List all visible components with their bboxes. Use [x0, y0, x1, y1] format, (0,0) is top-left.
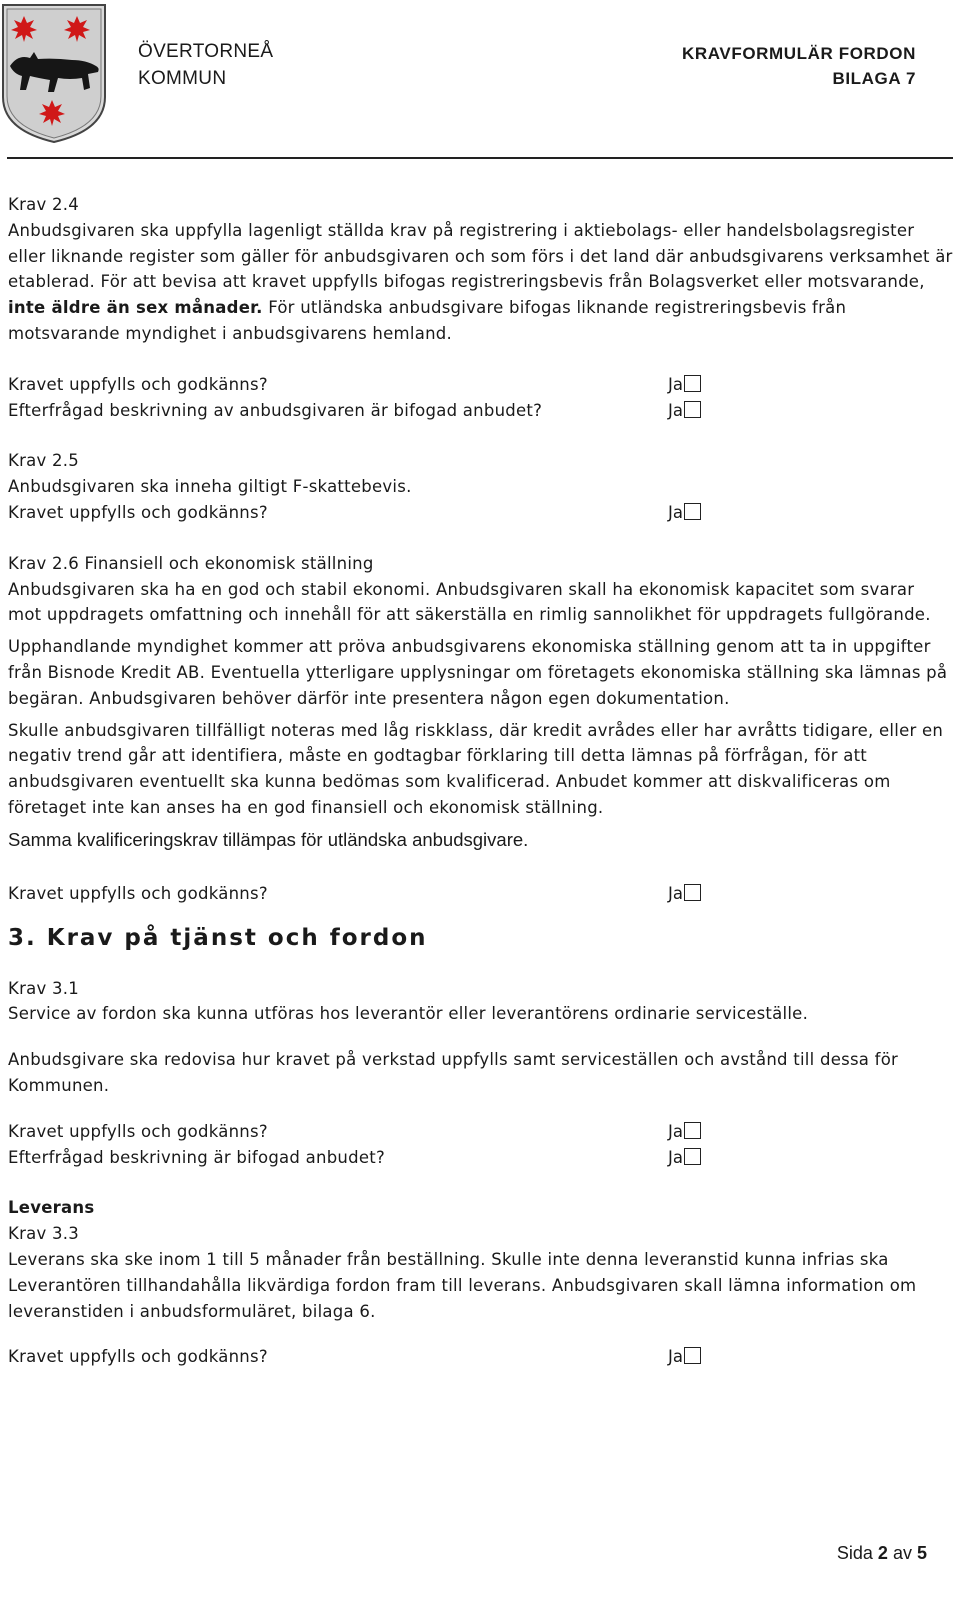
krav-2-5-question-1 [8, 500, 953, 526]
answer-option [668, 1344, 701, 1370]
answer-label: Ja [668, 374, 683, 394]
answer-checkbox[interactable] [684, 884, 701, 901]
krav-3-1-text-2: Anbudsgivare ska redovisa hur kravet på verkstad uppfylls samt serviceställen och avstånd till dessa för Kommunen. [8, 1050, 899, 1095]
answer-checkbox[interactable] [684, 1347, 701, 1364]
krav-2-6-paragraph-4: Samma kvalificeringskrav tillämpas för utländska anbudsgivare. [8, 828, 529, 850]
section-3-title: 3. Krav på tjänst och fordon [8, 924, 428, 951]
krav-2-6-heading: Krav 2.6 Finansiell och ekonomisk ställning [8, 553, 374, 573]
krav-3-1-heading: Krav 3.1 [8, 978, 79, 998]
krav-2-4-heading: Krav 2.4 [8, 195, 79, 214]
page-number-of: av [892, 1543, 912, 1563]
crest-icon [0, 2, 108, 144]
page-number-prefix: Sida [836, 1543, 873, 1563]
leverans-title: Leverans [8, 1198, 95, 1218]
krav-2-5-text: Anbudsgivaren ska inneha giltigt F-skattebevis. [8, 477, 412, 497]
krav-2-4-text [8, 218, 953, 347]
krav-3-1-text: Service av fordon ska kunna utföras hos leverantör eller leverantörens ordinarie serviceställe. [8, 1004, 809, 1024]
answer-label: Ja [668, 1147, 683, 1167]
answer-checkbox[interactable] [684, 401, 701, 418]
municipality-name [138, 38, 273, 92]
krav-3-3-heading: Krav 3.3 [8, 1224, 79, 1244]
answer-label: Ja [668, 883, 683, 903]
krav-2-4-question-1 [8, 372, 953, 398]
krav-3-1-question-1 [8, 1119, 953, 1145]
municipality-line2: KOMMUN [138, 68, 227, 89]
krav-2-6-paragraph-3: Skulle anbudsgivaren tillfälligt noteras med låg riskklass, där kredit avrådes eller har avråtts tidigare, eller en negativ trend går att identifiera, måste en godtagbar förklaring till detta lämnas på förfrågan, för att anbudsgivaren eventuellt ska kunna bedömas som kvalificerad. Anbudet kommer att diskvalificeras om företaget inte kan anses ha en god finansiell och ekonomisk ställning. [8, 720, 944, 817]
answer-option [668, 372, 701, 398]
page-number-current: 2 [877, 1543, 888, 1563]
krav-2-4-text-bold: inte äldre än sex månader. [8, 298, 263, 318]
answer-checkbox[interactable] [684, 1122, 701, 1139]
answer-option [668, 1119, 701, 1145]
document-title-main: KRAVFORMULÄR FORDON [682, 44, 916, 63]
page-number-total: 5 [916, 1543, 927, 1563]
answer-checkbox[interactable] [684, 375, 701, 392]
answer-option [668, 881, 701, 907]
page-header [0, 0, 960, 160]
page-number [837, 1543, 927, 1564]
krav-2-4-question-2 [8, 398, 953, 424]
question-label: Efterfrågad beskrivning av anbudsgivaren är bifogad anbudet? [8, 400, 543, 420]
question-label: Kravet uppfylls och godkänns? [8, 502, 268, 522]
krav-2-4-text-part1: Anbudsgivaren ska uppfylla lagenligt ställda krav på registrering i aktiebolags- eller handelsbolagsregister eller liknande register som gäller för anbudsgivaren och som förs i det land där anbudsgivarens verksamhet är etablerad. För att bevisa att kravet uppfylls bifogas registreringsbevis från Bolagsverket eller motsvarande, [8, 220, 953, 292]
answer-checkbox[interactable] [684, 503, 701, 520]
header-divider [7, 157, 953, 159]
krav-2-6-paragraph-2: Upphandlande myndighet kommer att pröva anbudsgivarens ekonomiska ställning genom att ta in uppgifter från Bisnode Kredit AB. Eventuella ytterligare upplysningar om företagets ekonomiska ställning ska lämnas på begäran. Anbudsgivaren behöver därför inte presentera någon egen dokumentation. [8, 637, 948, 708]
krav-2-4-text-part2: För utländska anbudsgivare bifogas liknande registreringsbevis från motsvarande myndighet i anbudsgivarens hemland. [8, 298, 847, 343]
question-label: Kravet uppfylls och godkänns? [8, 374, 268, 394]
krav-3-3-question-1 [8, 1344, 953, 1370]
question-label: Efterfrågad beskrivning är bifogad anbudet? [8, 1147, 385, 1167]
answer-option [668, 1145, 701, 1171]
question-label: Kravet uppfylls och godkänns? [8, 1121, 268, 1141]
krav-2-6-question-1 [8, 881, 953, 907]
answer-label: Ja [668, 1121, 683, 1141]
document-body [8, 192, 953, 1370]
krav-2-5-heading: Krav 2.5 [8, 451, 79, 471]
answer-label: Ja [668, 502, 683, 522]
question-label: Kravet uppfylls och godkänns? [8, 1347, 268, 1367]
answer-option [668, 500, 701, 526]
krav-3-3-text: Leverans ska ske inom 1 till 5 månader från beställning. Skulle inte denna leveranstid kunna infrias ska Leverantören tillhandahålla likvärdiga fordon fram till leverans. Anbudsgivaren skall lämna information om leveranstiden i anbudsformuläret, bilaga 6. [8, 1249, 917, 1321]
municipality-line1: ÖVERTORNEÅ [138, 41, 274, 62]
answer-label: Ja [668, 1347, 683, 1367]
krav-2-6-paragraph-1: Anbudsgivaren ska ha en god och stabil ekonomi. Anbudsgivaren skall ha ekonomisk kapacitet som svarar mot uppdragets omfattning och innehåll för att säkerställa en rimlig sannolikhet för uppdragets fullgörande. [8, 579, 931, 625]
answer-checkbox[interactable] [684, 1148, 701, 1165]
question-label: Kravet uppfylls och godkänns? [8, 883, 268, 903]
document-title [682, 42, 916, 92]
answer-label: Ja [668, 400, 683, 420]
document-title-appendix: BILAGA 7 [832, 69, 916, 88]
krav-3-1-question-2 [8, 1145, 953, 1171]
answer-option [668, 398, 701, 424]
